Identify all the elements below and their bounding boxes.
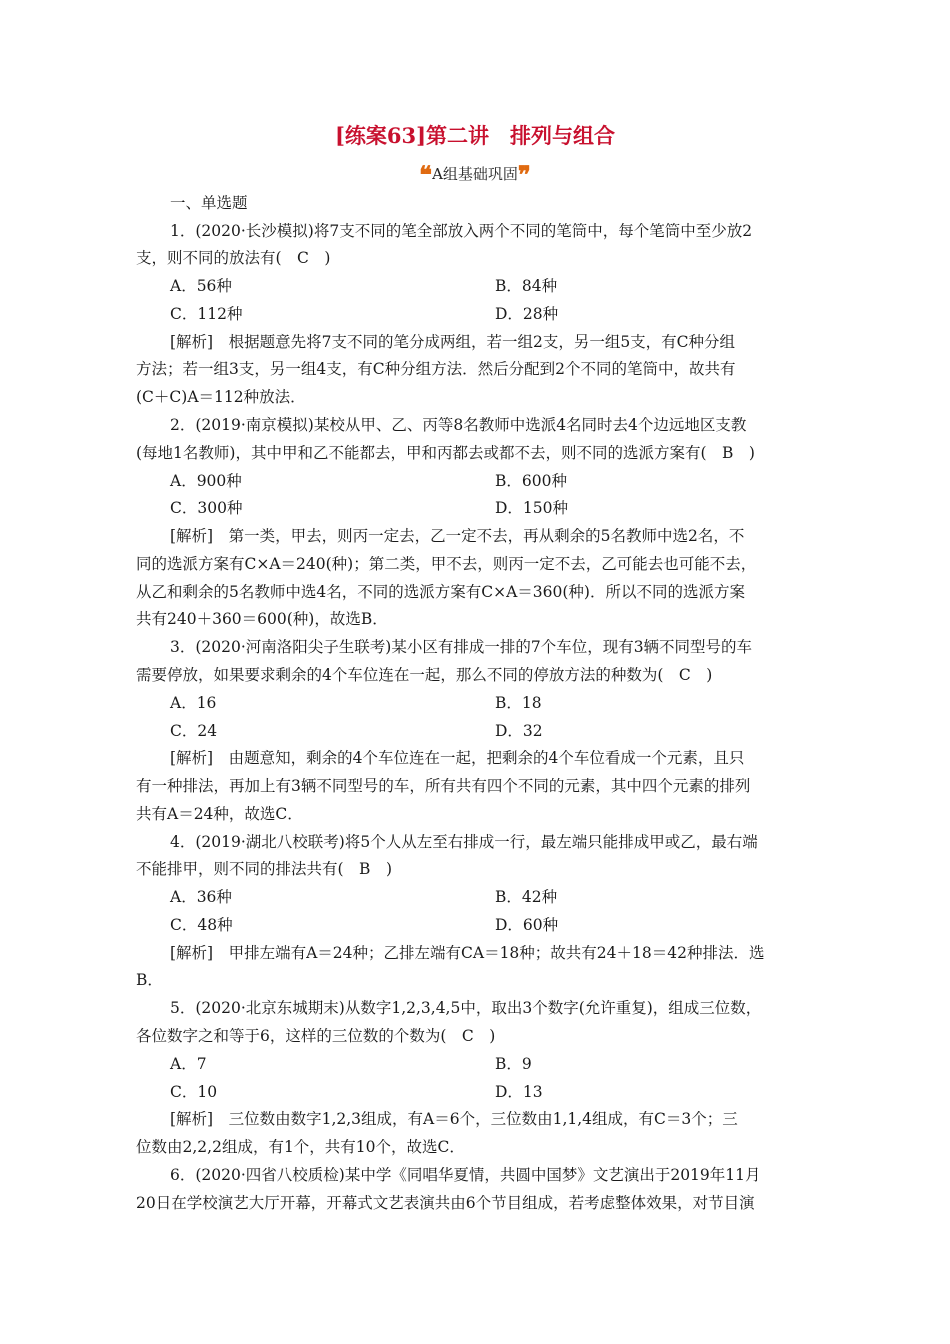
answer-option: A．36种 [170,888,232,906]
text-line: (C＋C)A＝112种放法． [136,388,306,406]
answer-option: B．84种 [495,277,558,295]
section-header [0,160,950,189]
text-line: 各位数字之和等于6，这样的三位数的个数为( C ) [136,1027,496,1045]
text-line: [解析] 甲排左端有A＝24种；乙排左端有CA＝18种；故共有24＋18＝42种排法．选 [170,944,765,962]
text-line: 2．(2019·南京模拟)某校从甲、乙、丙等8名教师中选派4名同时去4个边远地区支教 [170,416,747,434]
answer-option: D．150种 [495,499,569,517]
group-label: A组基础巩固 [432,165,518,183]
text-line: 6．(2020·四省八校质检)某中学《同唱华夏情，共圆中国梦》文艺演出于2019年11月 [170,1166,761,1184]
answer-option: B．600种 [495,472,567,490]
answer-option: D．32 [495,722,543,740]
text-line: [解析] 第一类，甲去，则丙一定去，乙一定不去，再从剩余的5名教师中选2名，不 [170,527,745,545]
answer-option: D．13 [495,1083,543,1101]
answer-option: B．18 [495,694,542,712]
text-line: 20日在学校演艺大厅开幕，开幕式文艺表演共由6个节目组成，若考虑整体效果，对节目演 [136,1194,755,1212]
text-line: [解析] 根据题意先将7支不同的笔分成两组，若一组2支，另一组5支，有C种分组 [170,333,736,351]
text-line: 1．(2020·长沙模拟)将7支不同的笔全部放入两个不同的笔筒中，每个笔筒中至少放2 [170,222,753,240]
text-line: 不能排甲，则不同的排法共有( B ) [136,860,392,878]
answer-option: C．112种 [170,305,243,323]
text-line: 同的选派方案有C×A＝240(种)；第二类，甲不去，则丙一定不去，乙可能去也可能不去， [136,555,757,573]
answer-option: A．7 [170,1055,207,1073]
text-line: 从乙和剩余的5名教师中选4名，不同的选派方案有C×A＝360(种)．所以不同的选派方案 [136,583,745,601]
text-line: [解析] 三位数由数字1,2,3组成，有A＝6个，三位数由1,1,4组成，有C＝3个；三 [170,1110,738,1128]
text-line: 支，则不同的放法有( C ) [136,249,331,267]
text-line: 3．(2020·河南洛阳尖子生联考)某小区有排成一排的7个车位，现有3辆不同型号的车 [170,638,753,656]
answer-option: A．56种 [170,277,232,295]
answer-option: D．28种 [495,305,559,323]
answer-option: C．24 [170,722,218,740]
answer-option: C．10 [170,1083,218,1101]
answer-option: B．9 [495,1055,532,1073]
text-line: 需要停放，如果要求剩余的4个车位连在一起，那么不同的停放方法的种数为( C ) [136,666,713,684]
text-line: [解析] 由题意知，剩余的4个车位连在一起，把剩余的4个车位看成一个元素，且只 [170,749,745,767]
text-line: 共有A＝24种，故选C． [136,805,303,823]
text-line: 有一种排法，再加上有3辆不同型号的车，所有共有四个不同的元素，其中四个元素的排列 [136,777,751,795]
text-line: 位数由2,2,2组成，有1个，共有10个，故选C． [136,1138,465,1156]
text-line: (每地1名教师)，其中甲和乙不能都去，甲和丙都去或都不去，则不同的选派方案有( B ) [136,444,755,462]
text-line: 4．(2019·湖北八校联考)将5个人从左至右排成一行，最左端只能排成甲或乙，最右端 [170,833,758,851]
quote-close-icon: ❞ [517,160,531,189]
page-title: [练案63]第二讲 排列与组合 [334,123,616,148]
text-line: 方法；若一组3支，另一组4支，有C种分组方法．然后分配到2个不同的笔筒中，故共有 [136,360,736,378]
quote-open-icon: ❝ [419,160,433,189]
text-line: B． [136,971,163,989]
answer-option: A．16 [170,694,217,712]
answer-option: C．48种 [170,916,233,934]
text-line: 一、单选题 [170,194,248,212]
answer-option: D．60种 [495,916,559,934]
text-line: 共有240＋360＝600(种)，故选B． [136,610,388,628]
answer-option: A．900种 [170,472,242,490]
text-line: 5．(2020·北京东城期末)从数字1,2,3,4,5中，取出3个数字(允许重复)，组成三位数， [170,999,762,1017]
answer-option: B．42种 [495,888,558,906]
answer-option: C．300种 [170,499,243,517]
